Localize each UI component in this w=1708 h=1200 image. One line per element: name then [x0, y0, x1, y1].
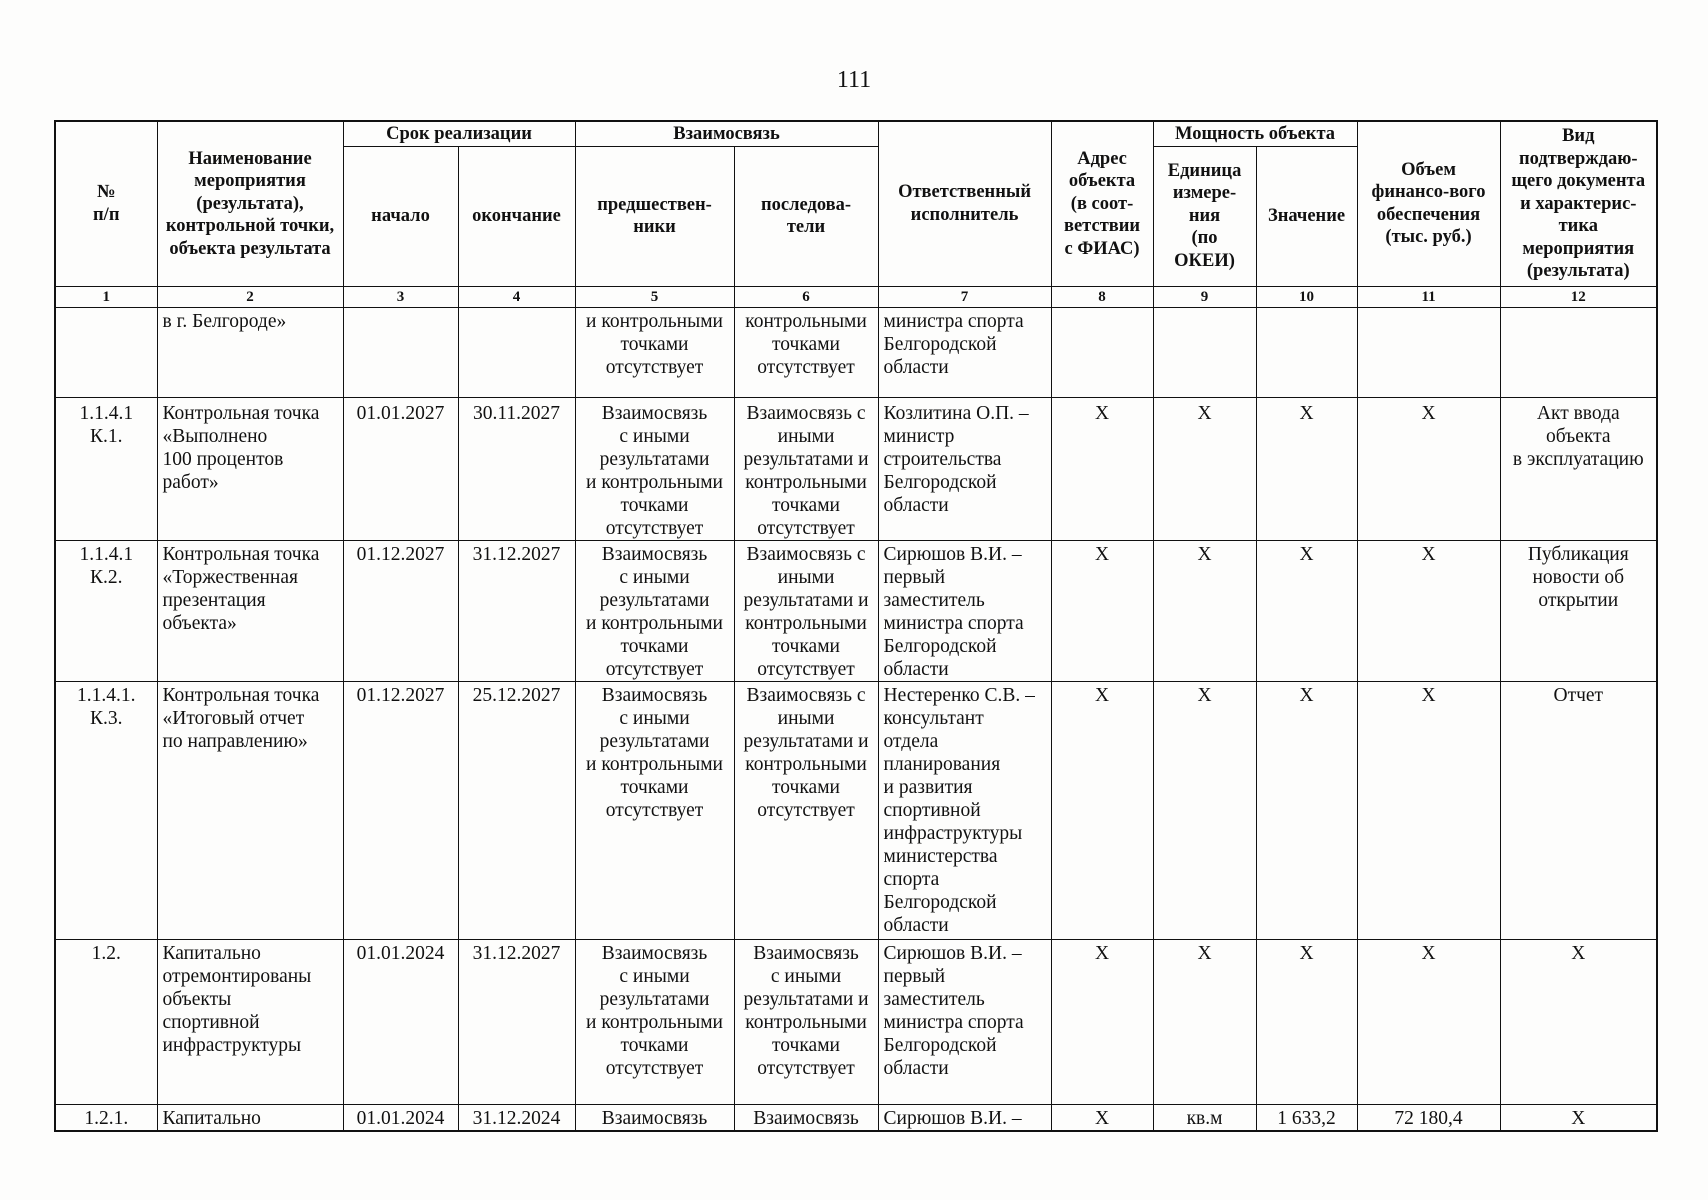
cell-value: X — [1256, 540, 1357, 681]
cell-document: Отчет — [1500, 681, 1657, 939]
cell-document: Акт ввода объекта в эксплуатацию — [1500, 397, 1657, 540]
cell-unit: X — [1153, 681, 1256, 939]
cell-funding: 72 180,4 — [1357, 1104, 1500, 1131]
cell-start-date: 01.01.2024 — [343, 939, 458, 1104]
cell-predecessors: и контрольными точками отсутствует — [575, 307, 734, 397]
cell-end-date: 25.12.2027 — [458, 681, 575, 939]
cell-responsible: Сирюшов В.И. – первый заместитель министра спорта Белгородской области — [878, 939, 1051, 1104]
activities-table — [54, 120, 1658, 1132]
cell-end-date: 31.12.2027 — [458, 939, 575, 1104]
header-link-group: Взаимосвязь — [575, 121, 878, 146]
cell-name: в г. Белгороде» — [157, 307, 343, 397]
cell-address: X — [1051, 397, 1153, 540]
cell-address — [1051, 307, 1153, 397]
cell-responsible: Сирюшов В.И. – первый заместитель министра спорта Белгородской области — [878, 540, 1051, 681]
cell-successors: Взаимосвязь — [734, 1104, 878, 1131]
cell-address: X — [1051, 681, 1153, 939]
cell-successors: Взаимосвязь с иными результатами и контрольными точками отсутствует — [734, 397, 878, 540]
column-number: 4 — [458, 286, 575, 307]
column-number: 11 — [1357, 286, 1500, 307]
cell-name: Контрольная точка «Торжественная презентация объекта» — [157, 540, 343, 681]
cell-start-date: 01.01.2027 — [343, 397, 458, 540]
column-number: 3 — [343, 286, 458, 307]
cell-end-date: 30.11.2027 — [458, 397, 575, 540]
cell-start-date: 01.12.2027 — [343, 540, 458, 681]
cell-funding — [1357, 307, 1500, 397]
cell-name: Контрольная точка «Выполнено 100 процентов работ» — [157, 397, 343, 540]
cell-document: X — [1500, 939, 1657, 1104]
header-value: Значение — [1256, 146, 1357, 286]
column-number: 1 — [55, 286, 157, 307]
column-number: 6 — [734, 286, 878, 307]
cell-value: 1 633,2 — [1256, 1104, 1357, 1131]
cell-value: X — [1256, 939, 1357, 1104]
cell-predecessors: Взаимосвязь с иными результатами и контрольными точками отсутствует — [575, 939, 734, 1104]
cell-funding: X — [1357, 540, 1500, 681]
cell-value: X — [1256, 681, 1357, 939]
cell-responsible: Сирюшов В.И. – — [878, 1104, 1051, 1131]
header-number: № п/п — [55, 121, 157, 286]
cell-name: Капитально отремонтированы объекты спортивной инфраструктуры — [157, 939, 343, 1104]
header-document: Вид подтверждаю- щего документа и характерис- тика мероприятия (результата) — [1500, 121, 1657, 286]
header-responsible: Ответственный исполнитель — [878, 121, 1051, 286]
cell-number: 1.2. — [55, 939, 157, 1104]
cell-address: X — [1051, 540, 1153, 681]
cell-number: 1.2.1. — [55, 1104, 157, 1131]
cell-document — [1500, 307, 1657, 397]
cell-predecessors: Взаимосвязь с иными результатами и контрольными точками отсутствует — [575, 540, 734, 681]
column-number: 2 — [157, 286, 343, 307]
cell-unit: кв.м — [1153, 1104, 1256, 1131]
cell-address: X — [1051, 939, 1153, 1104]
column-number: 7 — [878, 286, 1051, 307]
column-number: 8 — [1051, 286, 1153, 307]
cell-funding: X — [1357, 681, 1500, 939]
cell-number: 1.1.4.1 К.2. — [55, 540, 157, 681]
column-number: 5 — [575, 286, 734, 307]
cell-number: 1.1.4.1. К.3. — [55, 681, 157, 939]
cell-address: X — [1051, 1104, 1153, 1131]
cell-predecessors: Взаимосвязь с иными результатами и контрольными точками отсутствует — [575, 397, 734, 540]
header-successors: последова- тели — [734, 146, 878, 286]
column-number: 9 — [1153, 286, 1256, 307]
cell-unit: X — [1153, 939, 1256, 1104]
header-address: Адрес объекта (в соот- ветствии с ФИАС) — [1051, 121, 1153, 286]
cell-unit: X — [1153, 397, 1256, 540]
column-number: 12 — [1500, 286, 1657, 307]
cell-unit — [1153, 307, 1256, 397]
cell-value: X — [1256, 397, 1357, 540]
cell-end-date: 31.12.2027 — [458, 540, 575, 681]
cell-start-date: 01.12.2027 — [343, 681, 458, 939]
cell-predecessors: Взаимосвязь с иными результатами и контрольными точками отсутствует — [575, 681, 734, 939]
cell-funding: X — [1357, 397, 1500, 540]
cell-start-date: 01.01.2024 — [343, 1104, 458, 1131]
cell-end-date — [458, 307, 575, 397]
header-period-group: Срок реализации — [343, 121, 575, 146]
cell-funding: X — [1357, 939, 1500, 1104]
cell-name: Контрольная точка «Итоговый отчет по направлению» — [157, 681, 343, 939]
header-capacity-group: Мощность объекта — [1153, 121, 1357, 146]
table-row — [55, 939, 1657, 1104]
cell-number: 1.1.4.1 К.1. — [55, 397, 157, 540]
header-row-groups — [55, 121, 1657, 146]
cell-successors: Взаимосвязь с иными результатами и контрольными точками отсутствует — [734, 540, 878, 681]
header-start: начало — [343, 146, 458, 286]
cell-responsible: Нестеренко С.В. – консультант отдела планирования и развития спортивной инфраструктуры министерства спорта Белгородской области — [878, 681, 1051, 939]
header-name: Наименование мероприятия (результата), контрольной точки, объекта результата — [157, 121, 343, 286]
cell-responsible: Козлитина О.П. – министр строительства Белгородской области — [878, 397, 1051, 540]
column-number: 10 — [1256, 286, 1357, 307]
cell-document: Публикация новости об открытии — [1500, 540, 1657, 681]
table-row — [55, 307, 1657, 397]
cell-value — [1256, 307, 1357, 397]
cell-start-date — [343, 307, 458, 397]
cell-responsible: министра спорта Белгородской области — [878, 307, 1051, 397]
page-number: 111 — [836, 67, 872, 93]
header-end: окончание — [458, 146, 575, 286]
header-unit: Единица измере- ния (по ОКЕИ) — [1153, 146, 1256, 286]
cell-predecessors: Взаимосвязь — [575, 1104, 734, 1131]
column-numbers-row — [55, 286, 1657, 307]
cell-unit: X — [1153, 540, 1256, 681]
table-row — [55, 397, 1657, 540]
cell-successors: контрольными точками отсутствует — [734, 307, 878, 397]
table-row — [55, 1104, 1657, 1131]
table-row — [55, 540, 1657, 681]
cell-successors: Взаимосвязь с иными результатами и контрольными точками отсутствует — [734, 681, 878, 939]
cell-name: Капитально — [157, 1104, 343, 1131]
header-funding: Объем финансо-вого обеспечения (тыс. руб.) — [1357, 121, 1500, 286]
header-predecessors: предшествен- ники — [575, 146, 734, 286]
cell-successors: Взаимосвязь с иными результатами и контрольными точками отсутствует — [734, 939, 878, 1104]
cell-number — [55, 307, 157, 397]
cell-end-date: 31.12.2024 — [458, 1104, 575, 1131]
cell-document: X — [1500, 1104, 1657, 1131]
table-row — [55, 681, 1657, 939]
